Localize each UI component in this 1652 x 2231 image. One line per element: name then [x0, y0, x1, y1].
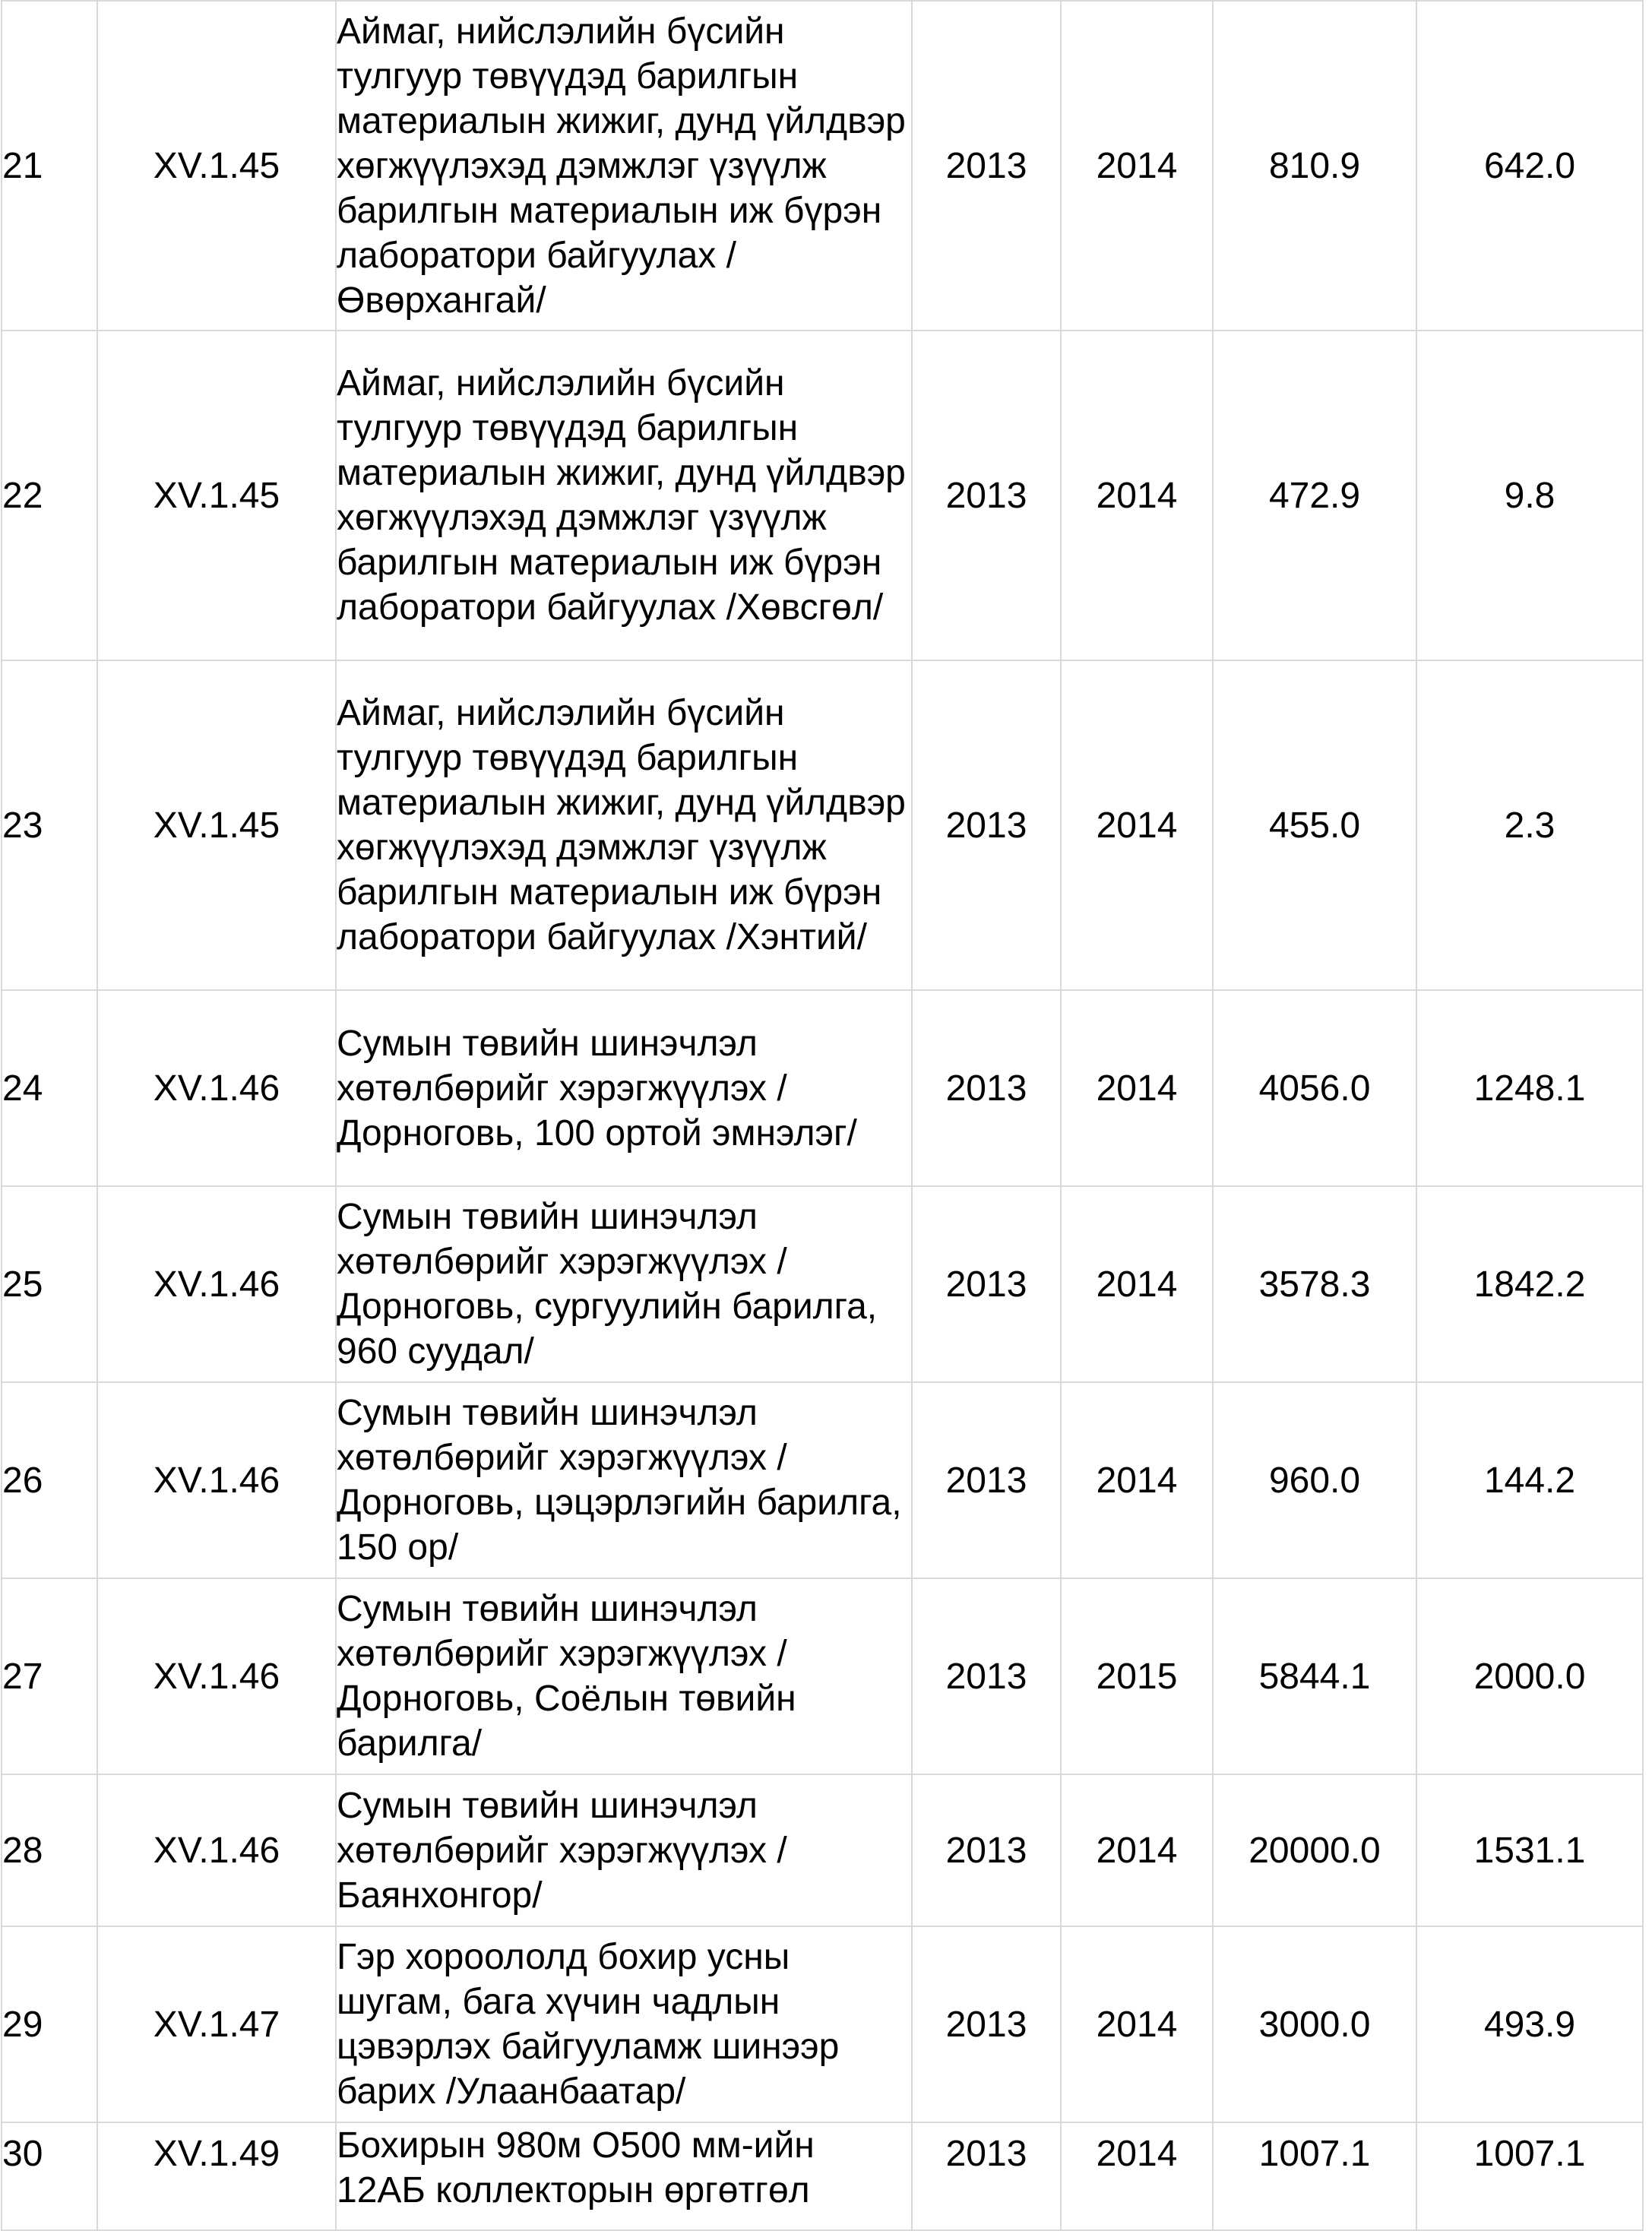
start-year: 2013 — [912, 990, 1061, 1186]
total-budget: 1007.1 — [1213, 2122, 1416, 2230]
end-year: 2014 — [1061, 1774, 1213, 1926]
table-row — [2, 1, 1643, 331]
financing-amount: 1842.2 — [1416, 1186, 1643, 1382]
row-number: 24 — [2, 990, 97, 1186]
row-number: 23 — [2, 660, 97, 990]
row-number: 27 — [2, 1578, 97, 1774]
table-row — [2, 1382, 1643, 1578]
program-code: XV.1.46 — [97, 1578, 336, 1774]
total-budget: 4056.0 — [1213, 990, 1416, 1186]
start-year: 2013 — [912, 660, 1061, 990]
start-year: 2013 — [912, 1382, 1061, 1578]
financing-amount: 1007.1 — [1416, 2122, 1643, 2230]
projects-table — [1, 0, 1644, 2231]
financing-amount: 2.3 — [1416, 660, 1643, 990]
total-budget: 3000.0 — [1213, 1926, 1416, 2122]
program-code: XV.1.46 — [97, 1382, 336, 1578]
table-row — [2, 1926, 1643, 2122]
project-name: Сумын төвийн шинэчлэл хөтөлбөрийг хэрэгжүүлэх /Дорноговь, Соёлын төвийн барилга/ — [336, 1578, 912, 1774]
row-number: 21 — [2, 1, 97, 331]
row-number: 22 — [2, 331, 97, 660]
start-year: 2013 — [912, 2122, 1061, 2230]
table-row — [2, 1774, 1643, 1926]
total-budget: 20000.0 — [1213, 1774, 1416, 1926]
table-row — [2, 990, 1643, 1186]
start-year: 2013 — [912, 1, 1061, 331]
program-code: XV.1.46 — [97, 990, 336, 1186]
start-year: 2013 — [912, 1186, 1061, 1382]
projects-table-body — [2, 1, 1643, 2230]
project-name: Гэр хороололд бохир усны шугам, бага хүчин чадлын цэвэрлэх байгууламж шинээр барих /Улаанбаатар/ — [336, 1926, 912, 2122]
total-budget: 455.0 — [1213, 660, 1416, 990]
project-name: Бохирын 980м О500 мм-ийн 12АБ коллекторын өргөтгөл — [336, 2122, 912, 2230]
end-year: 2014 — [1061, 331, 1213, 660]
table-row — [2, 331, 1643, 660]
table-row — [2, 660, 1643, 990]
total-budget: 3578.3 — [1213, 1186, 1416, 1382]
table-row — [2, 2122, 1643, 2230]
row-number: 30 — [2, 2122, 97, 2230]
program-code: XV.1.45 — [97, 660, 336, 990]
row-number: 25 — [2, 1186, 97, 1382]
start-year: 2013 — [912, 1774, 1061, 1926]
start-year: 2013 — [912, 1926, 1061, 2122]
table-row — [2, 1578, 1643, 1774]
project-name: Аймаг, нийслэлийн бүсийн тулгуур төвүүдэд барилгын материалын жижиг, дунд үйлдвэр хөгжүүлэхэд дэмжлэг үзүүлж барилгын материалын иж бүрэн лаборатори байгуулах /Өвөрхангай/ — [336, 1, 912, 331]
start-year: 2013 — [912, 331, 1061, 660]
program-code: XV.1.46 — [97, 1774, 336, 1926]
total-budget: 472.9 — [1213, 331, 1416, 660]
row-number: 29 — [2, 1926, 97, 2122]
end-year: 2014 — [1061, 1926, 1213, 2122]
end-year: 2015 — [1061, 1578, 1213, 1774]
project-name: Сумын төвийн шинэчлэл хөтөлбөрийг хэрэгжүүлэх /Дорноговь, 100 ортой эмнэлэг/ — [336, 990, 912, 1186]
end-year: 2014 — [1061, 2122, 1213, 2230]
end-year: 2014 — [1061, 1, 1213, 331]
total-budget: 5844.1 — [1213, 1578, 1416, 1774]
end-year: 2014 — [1061, 1382, 1213, 1578]
financing-amount: 144.2 — [1416, 1382, 1643, 1578]
total-budget: 810.9 — [1213, 1, 1416, 331]
total-budget: 960.0 — [1213, 1382, 1416, 1578]
project-name: Аймаг, нийслэлийн бүсийн тулгуур төвүүдэд барилгын материалын жижиг, дунд үйлдвэр хөгжүүлэхэд дэмжлэг үзүүлж барилгын материалын иж бүрэн лаборатори байгуулах /Хөвсгөл/ — [336, 331, 912, 660]
program-code: XV.1.49 — [97, 2122, 336, 2230]
row-number: 26 — [2, 1382, 97, 1578]
project-name: Сумын төвийн шинэчлэл хөтөлбөрийг хэрэгжүүлэх /Дорноговь, цэцэрлэгийн барилга, 150 ор/ — [336, 1382, 912, 1578]
end-year: 2014 — [1061, 1186, 1213, 1382]
end-year: 2014 — [1061, 660, 1213, 990]
financing-amount: 2000.0 — [1416, 1578, 1643, 1774]
program-code: XV.1.45 — [97, 331, 336, 660]
table-row — [2, 1186, 1643, 1382]
project-name: Сумын төвийн шинэчлэл хөтөлбөрийг хэрэгжүүлэх /Дорноговь, сургуулийн барилга, 960 суудал/ — [336, 1186, 912, 1382]
program-code: XV.1.46 — [97, 1186, 336, 1382]
financing-amount: 493.9 — [1416, 1926, 1643, 2122]
end-year: 2014 — [1061, 990, 1213, 1186]
start-year: 2013 — [912, 1578, 1061, 1774]
program-code: XV.1.47 — [97, 1926, 336, 2122]
financing-amount: 642.0 — [1416, 1, 1643, 331]
program-code: XV.1.45 — [97, 1, 336, 331]
project-name: Аймаг, нийслэлийн бүсийн тулгуур төвүүдэд барилгын материалын жижиг, дунд үйлдвэр хөгжүүлэхэд дэмжлэг үзүүлж барилгын материалын иж бүрэн лаборатори байгуулах /Хэнтий/ — [336, 660, 912, 990]
project-name: Сумын төвийн шинэчлэл хөтөлбөрийг хэрэгжүүлэх /Баянхонгор/ — [336, 1774, 912, 1926]
row-number: 28 — [2, 1774, 97, 1926]
financing-amount: 1531.1 — [1416, 1774, 1643, 1926]
financing-amount: 1248.1 — [1416, 990, 1643, 1186]
financing-amount: 9.8 — [1416, 331, 1643, 660]
